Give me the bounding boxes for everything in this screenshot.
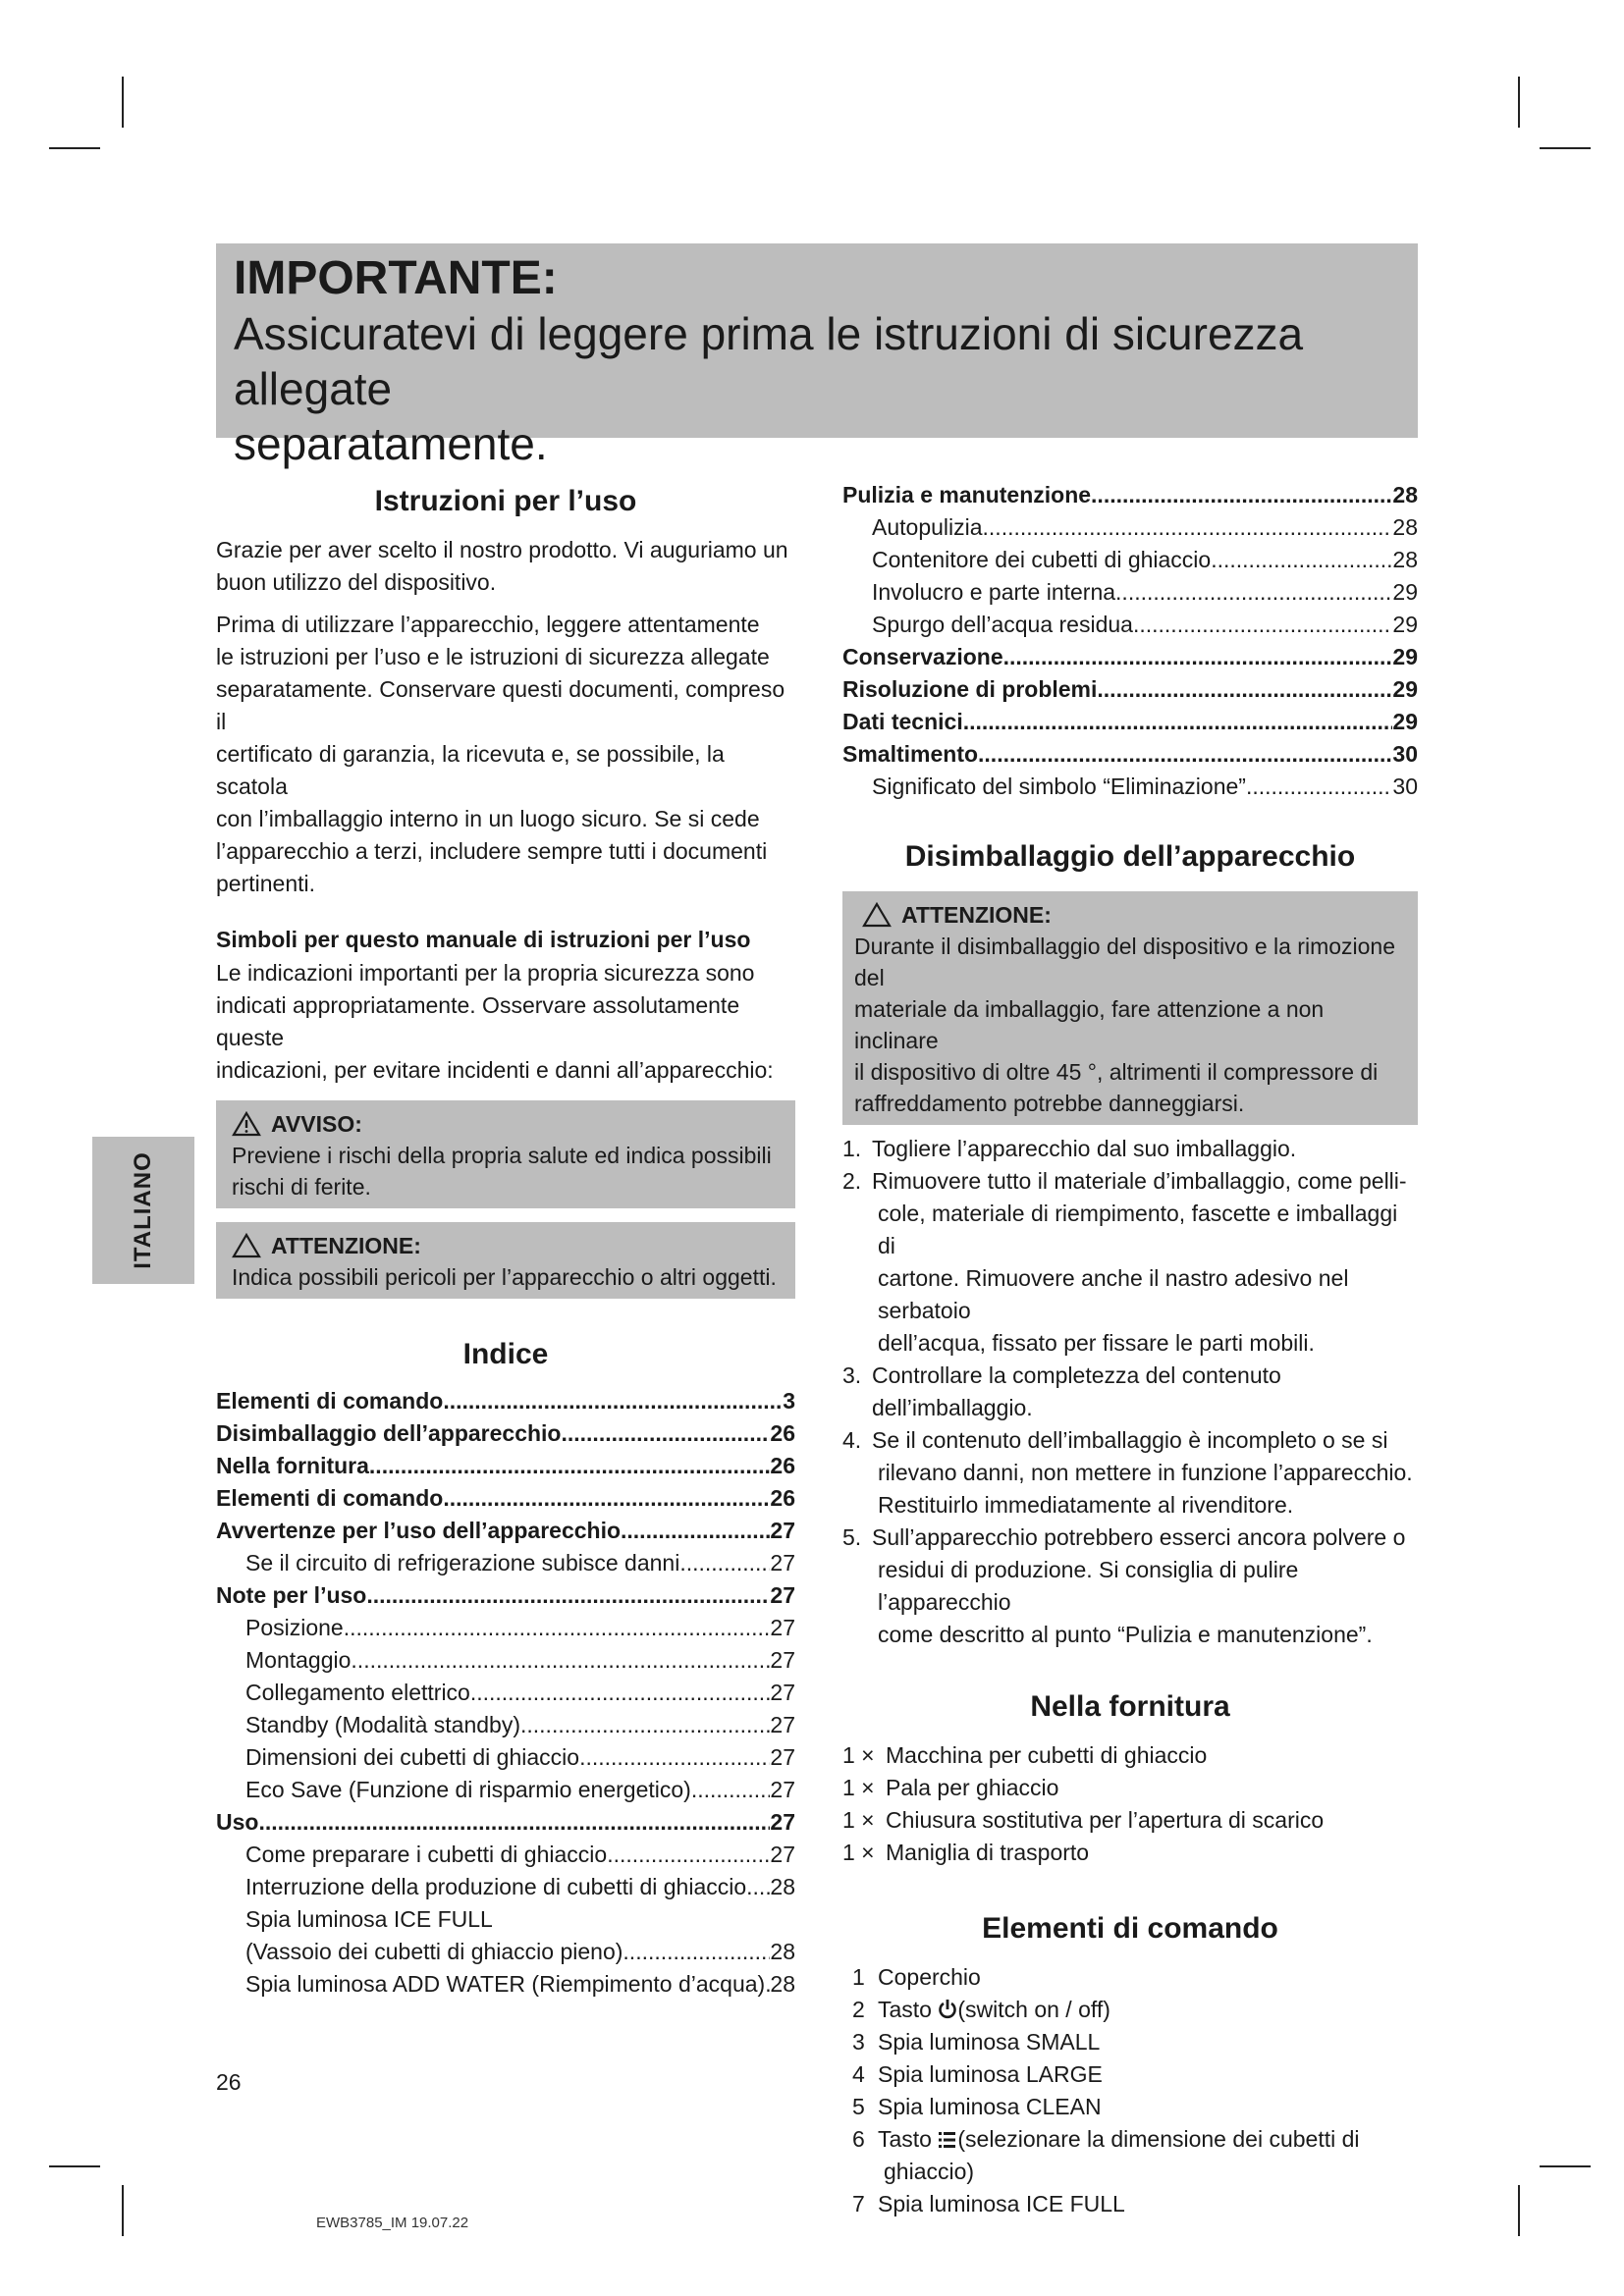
toc-leader-dots (1091, 479, 1392, 511)
avviso-head (232, 1108, 780, 1140)
toc-entry-title: Standby (Modalità standby) (245, 1712, 520, 1737)
toc-entry (216, 1774, 795, 1806)
item-text: (selezionare la dimensione dei cubetti di (957, 2126, 1360, 2152)
step-line: Restituirlo immediatamente al rivenditore. (878, 1492, 1294, 1518)
toc-entry-title: Note per l’uso (216, 1582, 367, 1608)
step-line: cole, materiale di riempimento, fascette e imballaggi di (878, 1201, 1398, 1258)
list-item (852, 1961, 1418, 1994)
unpack-attenzione-text: materiale da imballaggio, fare attenzione a non inclinare (854, 996, 1325, 1053)
right-column (842, 481, 1418, 2220)
supply-item: Maniglia di trasporto (886, 1840, 1090, 1865)
toc-entry-title: Spia luminosa ADD WATER (Riempimento d’acqua) (245, 1971, 766, 1997)
toc-entry-title: Uso (216, 1809, 259, 1835)
toc-leader-dots (520, 1709, 770, 1741)
toc-leader-dots (621, 1515, 770, 1547)
toc-entry (216, 1450, 795, 1482)
toc-entry (216, 1839, 795, 1871)
toc-entry-page: 27 (770, 1777, 795, 1802)
toc-entry (216, 1871, 795, 1903)
toc-entry-page: 30 (1392, 741, 1418, 767)
toc-entry-title: Significato del simbolo “Eliminazione” (872, 774, 1246, 799)
toc-entry-title: Come preparare i cubetti di ghiaccio (245, 1842, 608, 1867)
crop-mark (122, 77, 124, 128)
crop-mark (49, 147, 100, 149)
step-number: 3. (842, 1362, 862, 1388)
intro-line: buon utilizzo del dispositivo. (216, 569, 497, 595)
intro-line: pertinenti. (216, 871, 316, 896)
toc-entry-page: 27 (770, 1680, 795, 1705)
toc-entry-title: Spia luminosa ICE FULL (245, 1906, 493, 1932)
toc-entry-title: Eco Save (Funzione di risparmio energetico) (245, 1777, 691, 1802)
supply-quantity: 1 × (842, 1775, 875, 1800)
toc-entry (216, 1515, 795, 1547)
step-text (872, 1133, 1296, 1165)
supply-item: Pala per ghiaccio (886, 1775, 1059, 1800)
symbols-line: indicazioni, per evitare incidenti e danni all’apparecchio: (216, 1057, 774, 1083)
avviso-text: Previene i rischi della propria salute ed indica possibili (232, 1143, 772, 1168)
controls-list (842, 1961, 1418, 2220)
toc-entry-page: 27 (770, 1744, 795, 1770)
symbols-line: indicati appropriatamente. Osservare assolutamente queste (216, 992, 740, 1050)
list-item (842, 1133, 1418, 1165)
toc-leader-dots (344, 1612, 771, 1644)
attenzione-label: ATTENZIONE: (271, 1233, 421, 1258)
supply-list (842, 1739, 1418, 1869)
toc-entry-page: 27 (770, 1582, 795, 1608)
caution-triangle-icon (862, 902, 892, 928)
unpack-attenzione-label: ATTENZIONE: (901, 902, 1052, 928)
toc-entry-page: 28 (770, 1874, 795, 1899)
important-title: IMPORTANTE: (234, 252, 558, 304)
step-number: 4. (842, 1427, 862, 1453)
toc-entry-title: Nella fornitura (216, 1453, 369, 1478)
step-line: rilevano danni, non mettere in funzione l’apparecchio. (878, 1460, 1413, 1485)
toc-entry-page: 29 (1392, 709, 1418, 734)
toc-leader-dots (691, 1774, 771, 1806)
toc-entry (216, 1936, 795, 1968)
intro-line: Prima di utilizzare l’apparecchio, leggere attentamente (216, 612, 760, 637)
toc-entry-page: 26 (770, 1453, 795, 1478)
item-text: Coperchio (878, 1964, 981, 1990)
toc-leader-dots (369, 1450, 770, 1482)
toc-leader-dots (623, 1936, 770, 1968)
toc-entry-title: Contenitore dei cubetti di ghiaccio (872, 547, 1212, 572)
toc-entry-page: 26 (770, 1485, 795, 1511)
list-item (852, 2091, 1418, 2123)
symbols-line: Le indicazioni importanti per la propria sicurezza sono (216, 960, 755, 986)
toc-entry-title: Spurgo dell’acqua residua (872, 612, 1133, 637)
toc-entry-page: 30 (1392, 774, 1418, 799)
toc-leader-dots (1133, 609, 1392, 641)
toc-leader-dots (1097, 673, 1392, 706)
step-line: residui di produzione. Si consiglia di pulire l’apparecchio (878, 1557, 1299, 1615)
item-text: Tasto (878, 1997, 939, 2022)
intro-line: con l’imballaggio interno in un luogo sicuro. Se si cede (216, 806, 760, 831)
supply-quantity: 1 × (842, 1840, 875, 1865)
table-of-contents-left (216, 1385, 795, 2001)
step-number: 5. (842, 1524, 862, 1550)
toc-entry-page: 28 (770, 1939, 795, 1964)
supply-quantity: 1 × (842, 1807, 875, 1833)
attenzione-box (216, 1222, 795, 1299)
toc-entry (216, 1677, 795, 1709)
item-number: 3 (852, 2029, 865, 2055)
toc-leader-dots (746, 1871, 770, 1903)
avviso-text: rischi di ferite. (232, 1174, 371, 1200)
supply-quantity: 1 × (842, 1742, 875, 1768)
attenzione-head (232, 1230, 780, 1261)
left-column (216, 481, 795, 2001)
toc-entry-title: Avvertenze per l’uso dell’apparecchio (216, 1518, 622, 1543)
intro-line: l’apparecchio a terzi, includere sempre tutti i documenti (216, 838, 768, 864)
page-number: 26 (216, 2069, 242, 2095)
unpack-attenzione-box (842, 891, 1418, 1125)
unpack-heading: Disimballaggio dell’apparecchio (904, 840, 1356, 873)
list-item (852, 2123, 1418, 2156)
toc-entry (216, 1547, 795, 1579)
toc-entry (216, 1709, 795, 1741)
toc-entry (842, 641, 1418, 673)
toc-entry-page: 27 (770, 1518, 795, 1543)
crop-mark (1518, 2185, 1520, 2236)
list-item (852, 2188, 1418, 2220)
toc-entry (842, 738, 1418, 771)
toc-entry (216, 1612, 795, 1644)
supply-item: Chiusura sostitutiva per l’apertura di scarico (886, 1807, 1325, 1833)
step-line: cartone. Rimuovere anche il nastro adesivo nel serbatoio (878, 1265, 1349, 1323)
unpack-attenzione-text: Durante il disimballaggio del dispositivo e la rimozione del (854, 934, 1396, 990)
caution-triangle-icon (232, 1233, 261, 1258)
list-item (842, 1739, 1418, 1772)
step-text (872, 1424, 1413, 1522)
toc-entry-title: Posizione (245, 1615, 344, 1640)
crop-mark (1518, 77, 1520, 128)
toc-entry-page: 28 (1392, 547, 1418, 572)
step-line: Controllare la completezza del contenuto dell’imballaggio. (872, 1362, 1281, 1420)
toc-entry (842, 479, 1418, 511)
toc-entry-page: 27 (770, 1647, 795, 1673)
toc-entry (216, 1482, 795, 1515)
list-item (852, 2156, 1418, 2188)
toc-entry-title: (Vassoio dei cubetti di ghiaccio pieno) (245, 1939, 623, 1964)
item-text: Spia luminosa LARGE (878, 2061, 1103, 2087)
toc-entry (216, 1417, 795, 1450)
toc-entry-title: Smaltimento (842, 741, 979, 767)
step-line: Sull’apparecchio potrebbero esserci ancora polvere o (872, 1524, 1406, 1550)
toc-leader-dots (561, 1417, 770, 1450)
unpack-attenzione-text: raffreddamento potrebbe danneggiarsi. (854, 1091, 1245, 1116)
toc-entry-title: Pulizia e manutenzione (842, 482, 1092, 507)
step-text (872, 1360, 1418, 1424)
toc-entry (216, 1579, 795, 1612)
intro-line: le istruzioni per l’uso e le istruzioni di sicurezza allegate (216, 644, 770, 669)
item-text: (switch on / off) (957, 1997, 1110, 2022)
toc-leader-dots (443, 1385, 783, 1417)
item-number: 7 (852, 2191, 865, 2216)
crop-mark (1540, 2165, 1591, 2167)
item-number: 2 (852, 1997, 865, 2022)
toc-entry-title: Interruzione della produzione di cubetti di ghiaccio (245, 1874, 747, 1899)
toc-leader-dots (351, 1644, 770, 1677)
toc-entry-title: Conservazione (842, 644, 1003, 669)
toc-leader-dots (978, 738, 1392, 771)
list-item (842, 1165, 1418, 1360)
index-heading: Indice (462, 1338, 549, 1370)
toc-entry-page: 28 (1392, 514, 1418, 540)
unpack-attenzione-head (854, 899, 1406, 931)
item-number: 5 (852, 2094, 865, 2119)
toc-entry-page: 3 (783, 1388, 795, 1414)
toc-entry (216, 1385, 795, 1417)
important-line: separatamente. (234, 418, 548, 469)
toc-entry (216, 1903, 795, 1936)
toc-entry-page: 27 (770, 1712, 795, 1737)
toc-entry-page: 26 (770, 1420, 795, 1446)
toc-leader-dots (366, 1579, 770, 1612)
toc-entry (216, 1806, 795, 1839)
toc-leader-dots (679, 1547, 770, 1579)
toc-leader-dots (1115, 576, 1392, 609)
toc-entry-title: Autopulizia (872, 514, 983, 540)
toc-entry-title: Dati tecnici (842, 709, 963, 734)
language-tab (92, 1137, 194, 1284)
intro-line: Grazie per aver scelto il nostro prodotto. Vi auguriamo un (216, 537, 788, 562)
toc-entry-title: Risoluzione di problemi (842, 676, 1098, 702)
toc-entry-title: Involucro e parte interna (872, 579, 1116, 605)
crop-mark (122, 2185, 124, 2236)
footer-code: EWB3785_IM 19.07.22 (316, 2215, 469, 2231)
list-item (852, 2058, 1418, 2091)
controls-heading: Elementi di comando (982, 1912, 1278, 1945)
symbols-heading: Simboli per questo manuale di istruzioni per l’uso (216, 927, 751, 952)
toc-entry-title: Elementi di comando (216, 1388, 444, 1414)
step-text (872, 1522, 1418, 1651)
list-item (842, 1804, 1418, 1837)
list-item (842, 1360, 1418, 1424)
toc-leader-dots (1003, 641, 1393, 673)
item-text: Tasto (878, 2126, 939, 2152)
toc-entry-title: Disimballaggio dell’apparecchio (216, 1420, 562, 1446)
step-text (872, 1165, 1418, 1360)
crop-mark (1540, 147, 1591, 149)
toc-leader-dots (983, 511, 1393, 544)
toc-entry-page: 27 (770, 1550, 795, 1575)
power-icon (938, 1999, 957, 2020)
step-line: come descritto al punto “Pulizia e manutenzione”. (878, 1622, 1373, 1647)
unpack-attenzione-text: il dispositivo di oltre 45 °, altrimenti il compressore di (854, 1059, 1379, 1085)
toc-entry-title: Se il circuito di refrigerazione subisce danni (245, 1550, 680, 1575)
language-tab-label: ITALIANO (130, 1151, 157, 1269)
intro-line: certificato di garanzia, la ricevuta e, se possibile, la scatola (216, 741, 725, 799)
toc-entry (216, 1644, 795, 1677)
toc-entry-title: Elementi di comando (216, 1485, 444, 1511)
table-of-contents-right (842, 479, 1418, 803)
step-number: 1. (842, 1136, 862, 1161)
toc-entry-title: Dimensioni dei cubetti di ghiaccio (245, 1744, 580, 1770)
step-line: dell’acqua, fissato per fissare le parti mobili. (878, 1330, 1315, 1356)
toc-entry-page: 29 (1392, 612, 1418, 637)
ice-size-icon (938, 2130, 957, 2150)
item-text: ghiaccio) (884, 2159, 975, 2184)
step-line: Se il contenuto dell’imballaggio è incompleto o se si (872, 1427, 1388, 1453)
toc-entry-page: 28 (770, 1971, 795, 1997)
toc-leader-dots (443, 1482, 770, 1515)
list-item (852, 1994, 1418, 2026)
item-text: Spia luminosa ICE FULL (878, 2191, 1125, 2216)
section-heading-instructions: Istruzioni per l’uso (374, 485, 637, 517)
toc-entry-page: 27 (770, 1842, 795, 1867)
toc-entry-page: 29 (1392, 676, 1418, 702)
supply-item: Macchina per cubetti di ghiaccio (886, 1742, 1208, 1768)
step-line: Togliere l’apparecchio dal suo imballaggio. (872, 1136, 1297, 1161)
toc-entry (842, 544, 1418, 576)
toc-entry-page: 28 (1392, 482, 1418, 507)
supply-heading: Nella fornitura (1030, 1690, 1230, 1723)
important-line: Assicuratevi di leggere prima le istruzioni di sicurezza allegate (234, 308, 1304, 414)
toc-entry (842, 771, 1418, 803)
toc-leader-dots (1211, 544, 1392, 576)
item-number: 4 (852, 2061, 865, 2087)
toc-entry (216, 1741, 795, 1774)
item-number: 6 (852, 2126, 865, 2152)
toc-leader-dots (1246, 771, 1392, 803)
list-item (842, 1522, 1418, 1651)
toc-entry (842, 673, 1418, 706)
attenzione-text: Indica possibili pericoli per l’apparecchio o altri oggetti. (232, 1264, 777, 1290)
item-text: Spia luminosa SMALL (878, 2029, 1101, 2055)
toc-leader-dots (607, 1839, 770, 1871)
important-banner (216, 243, 1418, 469)
toc-leader-dots (963, 706, 1393, 738)
list-item (842, 1424, 1418, 1522)
avviso-label: AVVISO: (271, 1111, 362, 1137)
toc-entry (842, 511, 1418, 544)
toc-entry (216, 1968, 795, 2001)
toc-entry (842, 576, 1418, 609)
toc-entry-page: 29 (1392, 579, 1418, 605)
toc-leader-dots (258, 1806, 770, 1839)
unpack-steps (842, 1133, 1418, 1651)
toc-leader-dots (470, 1677, 771, 1709)
list-item (842, 1837, 1418, 1869)
toc-entry-title: Collegamento elettrico (245, 1680, 470, 1705)
avviso-box (216, 1100, 795, 1208)
list-item (852, 2026, 1418, 2058)
toc-entry (842, 609, 1418, 641)
toc-entry (842, 706, 1418, 738)
intro-line: separatamente. Conservare questi documenti, compreso il (216, 676, 785, 734)
step-number: 2. (842, 1168, 862, 1194)
warning-triangle-icon (232, 1111, 261, 1137)
list-item (842, 1772, 1418, 1804)
toc-entry-page: 27 (770, 1615, 795, 1640)
toc-entry-page: 29 (1392, 644, 1418, 669)
step-line: Rimuovere tutto il materiale d’imballaggio, come pelli- (872, 1168, 1407, 1194)
toc-entry-title: Montaggio (245, 1647, 352, 1673)
toc-entry-page: 27 (770, 1809, 795, 1835)
crop-mark (49, 2165, 100, 2167)
item-text: Spia luminosa CLEAN (878, 2094, 1102, 2119)
item-number: 1 (852, 1964, 865, 1990)
toc-leader-dots (579, 1741, 770, 1774)
